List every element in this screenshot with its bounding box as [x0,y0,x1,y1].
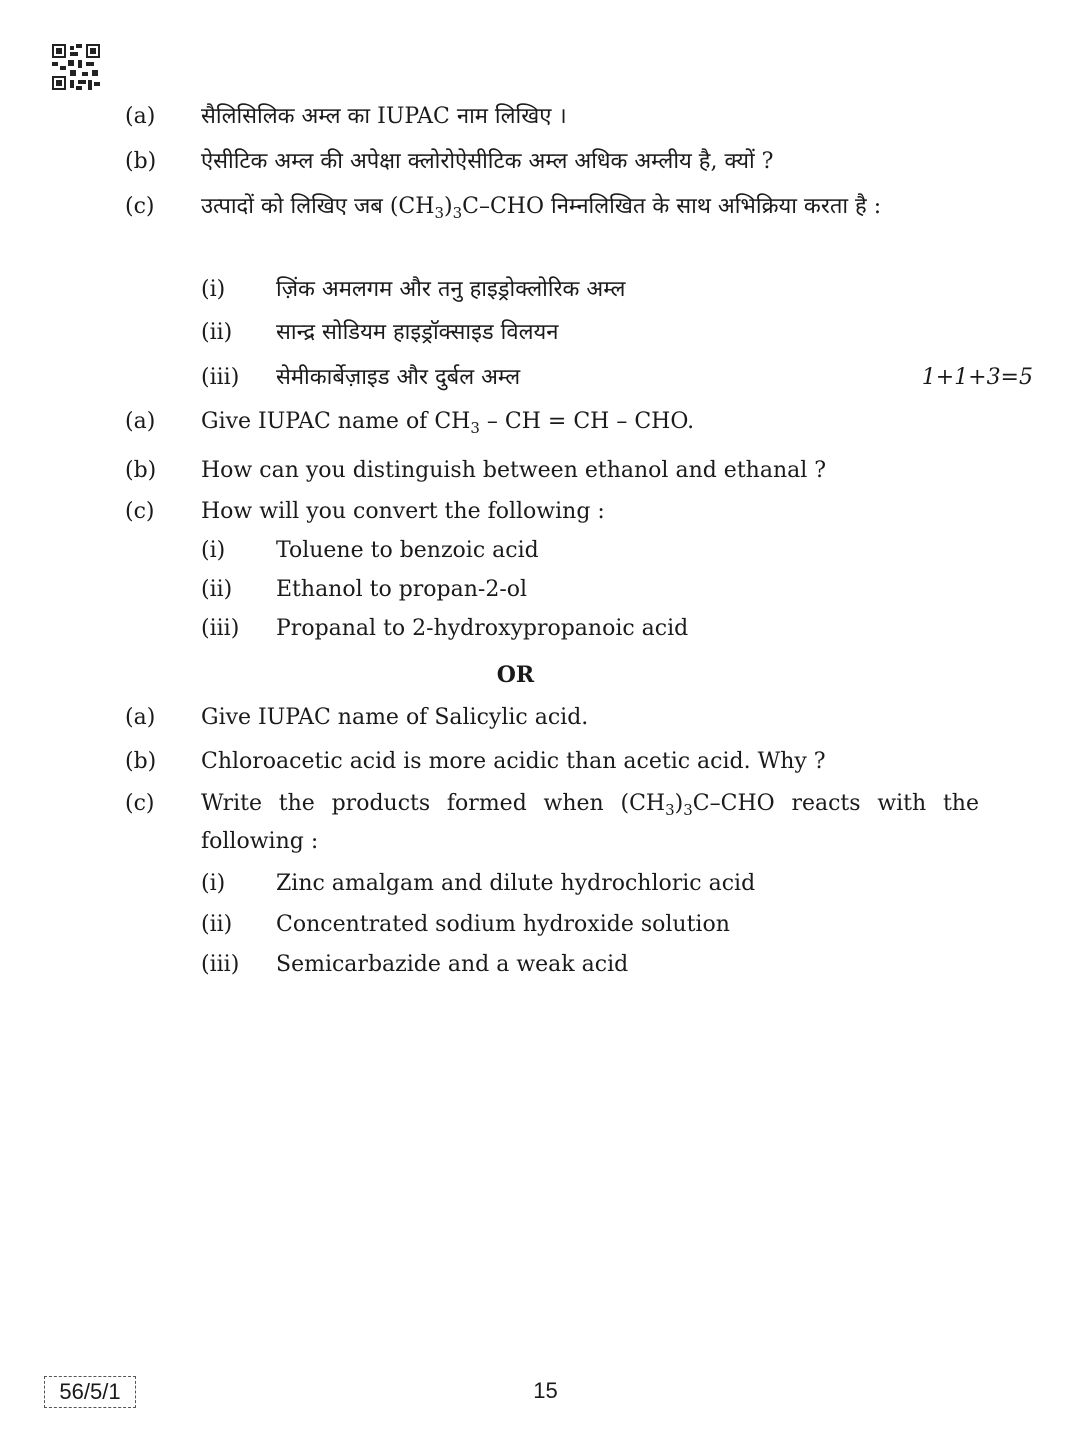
sub-item-label: (i) [201,277,226,302]
item-text: How can you distinguish between ethanol and ethanal ? [201,458,827,483]
item-label: (a) [125,104,156,129]
item-label: (b) [125,149,157,174]
sub-item-text: Propanal to 2-hydroxypropanoic acid [276,616,689,641]
item-label: (c) [125,791,155,816]
sub-item-label: (ii) [201,912,233,937]
sub-item-text: Toluene to benzoic acid [276,538,539,563]
page-number: 15 [533,1378,558,1403]
item-text: Give IUPAC name of $CH_3$ – CH = CH – CHO. [201,409,695,437]
item-text: उत्पादों को लिखिए जब $(CH_3)_3C$–CHO निम्नलिखित के साथ अभिक्रिया करता है : [201,194,882,222]
item-label: (c) [125,194,155,219]
sub-item-text: Ethanol to propan-2-ol [276,577,528,602]
item-label: (b) [125,458,157,483]
sub-item-text: सेमीकार्बेज़ाइड और दुर्बल अम्ल [276,365,521,390]
sub-item-label: (ii) [201,320,233,345]
item-text: सैलिसिलिक अम्ल का IUPAC नाम लिखिए । [201,104,567,129]
item-text: Give IUPAC name of Salicylic acid. [201,705,589,730]
item-label: (a) [125,409,156,434]
sub-item-text: सान्द्र सोडियम हाइड्रॉक्साइड विलयन [276,320,559,345]
sub-item-text: Semicarbazide and a weak acid [276,952,629,977]
item-text: Chloroacetic acid is more acidic than acetic acid. Why ? [201,749,826,774]
sub-item-text: Zinc amalgam and dilute hydrochloric acid [276,871,756,896]
sub-item-text: Concentrated sodium hydroxide solution [276,912,730,937]
sub-item-label: (iii) [201,952,240,977]
item-label: (c) [125,499,155,524]
or-divider: OR [496,662,535,688]
sub-item-label: (ii) [201,577,233,602]
item-text: ऐसीटिक अम्ल की अपेक्षा क्लोरोऐसीटिक अम्ल अधिक अम्लीय है, क्यों ? [201,149,774,174]
qr-code-icon [52,44,100,90]
item-label: (a) [125,705,156,730]
item-text: How will you convert the following : [201,499,605,524]
paper-code-box: 56/5/1 [44,1376,136,1408]
sub-item-label: (iii) [201,616,240,641]
sub-item-text: ज़िंक अमलगम और तनु हाइड्रोक्लोरिक अम्ल [276,277,626,302]
sub-item-label: (i) [201,538,226,563]
item-text: Write the products formed when $(CH_3)_3C$–CHO reacts with the following : [201,791,979,854]
marks-allocation: 1+1+3=5 [921,365,1033,390]
sub-item-label: (i) [201,871,226,896]
sub-item-label: (iii) [201,365,240,390]
item-label: (b) [125,749,157,774]
